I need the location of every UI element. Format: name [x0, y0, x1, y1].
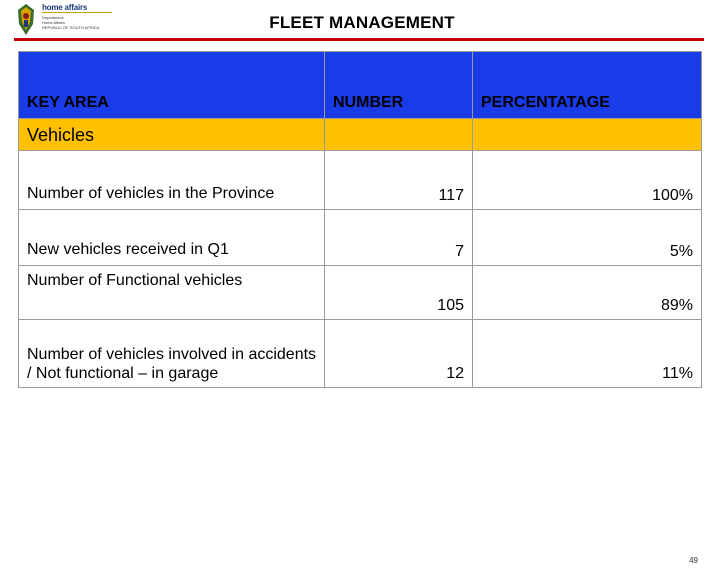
row-label: Number of vehicles in the Province — [27, 185, 275, 202]
section-empty-cell — [325, 119, 473, 151]
row-number: 105 — [437, 297, 464, 314]
row-number: 117 — [438, 187, 464, 204]
page-title-text: FLEET MANAGEMENT — [269, 13, 455, 32]
row-percentage: 11% — [662, 365, 693, 382]
table-row — [19, 210, 702, 266]
row-percentage: 89% — [660, 297, 693, 314]
row-label: New vehicles received in Q1 — [27, 241, 229, 258]
logo-line-1: Department: — [42, 15, 65, 20]
table-row — [19, 266, 702, 320]
row-label: Number of vehicles involved in accidents / Not functional – in garage — [27, 346, 317, 382]
page-title — [0, 13, 720, 33]
row-label-cell — [19, 210, 325, 266]
row-number-cell — [325, 320, 473, 388]
logo-line-2: Home Affairs — [42, 20, 65, 25]
row-percentage: 5% — [669, 243, 693, 260]
row-percentage-cell — [473, 320, 702, 388]
logo-line-3: REPUBLIC OF SOUTH AFRICA — [42, 25, 100, 30]
row-number-cell — [325, 210, 473, 266]
row-percentage-cell — [473, 151, 702, 210]
header-number — [325, 52, 473, 119]
table-row — [19, 320, 702, 388]
section-label-cell — [19, 119, 325, 151]
header-percentage-label: PERCENTATAGE — [481, 94, 610, 111]
row-label-cell — [19, 151, 325, 210]
row-percentage-cell — [473, 266, 702, 320]
logo-brand-text: home affairs — [42, 3, 88, 12]
header-key-area — [19, 52, 325, 119]
section-empty-cell — [473, 119, 702, 151]
page-number: 49 — [689, 556, 698, 565]
title-underline — [14, 38, 704, 41]
header-number-label: NUMBER — [333, 94, 404, 111]
section-label: Vehicles — [27, 124, 95, 145]
table-header-row — [19, 52, 702, 119]
section-row-vehicles — [19, 119, 702, 151]
row-label: Number of Functional vehicles — [27, 272, 243, 289]
row-number-cell — [325, 266, 473, 320]
table-row — [19, 151, 702, 210]
row-number: 7 — [455, 243, 464, 260]
row-number-cell — [325, 151, 473, 210]
header-key-area-label: KEY AREA — [27, 94, 109, 111]
row-number: 12 — [446, 365, 464, 382]
row-label-cell — [19, 266, 325, 320]
header-percentage — [473, 52, 702, 119]
fleet-table — [18, 51, 702, 388]
row-percentage-cell — [473, 210, 702, 266]
row-label-cell — [19, 320, 325, 388]
row-percentage: 100% — [652, 187, 693, 204]
